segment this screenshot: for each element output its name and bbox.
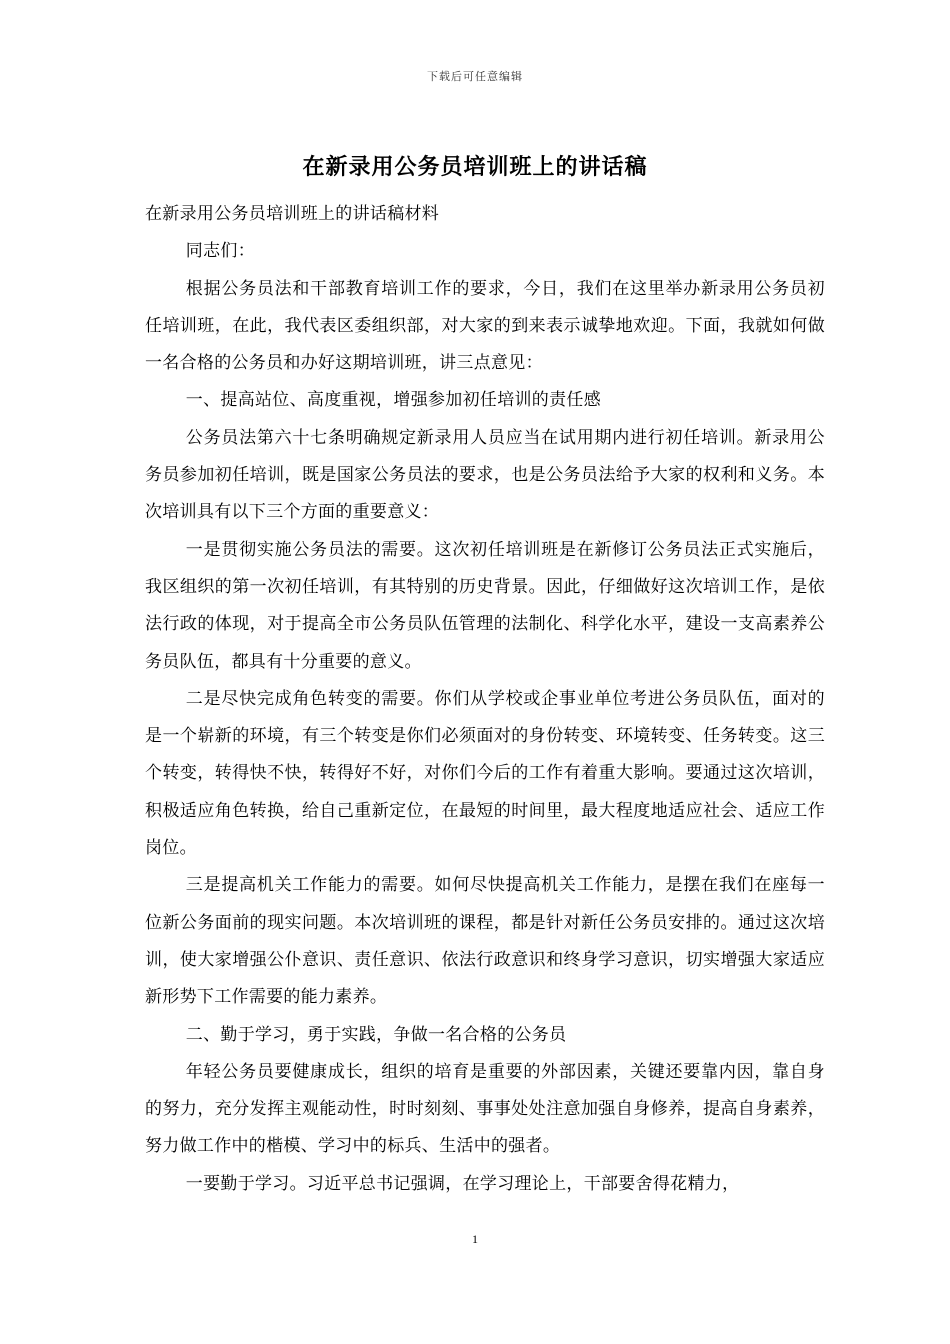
paragraph-growth: 年轻公务员要健康成长，组织的培育是重要的外部因素，关键还要靠内因，靠自身的努力，充分发挥主观能动性，时时刻刻、事事处处注意加强自身修养，提高自身素养，努力做工作中的楷模、学习中的标兵、生活中的强者。 [145,1061,825,1157]
paragraph-intro: 根据公务员法和干部教育培训工作的要求，今日，我们在这里举办新录用公务员初任培训班，在此，我代表区委组织部，对大家的到来表示诚挚地欢迎。下面，我就如何做一名合格的公务员和办好这期培训班，讲三点意见： [145,278,825,374]
paragraph-point-two: 二是尽快完成角色转变的需要。你们从学校或企事业单位考进公务员队伍，面对的是一个崭新的环境，有三个转变是你们必须面对的身份转变、环境转变、任务转变。这三个转变，转得快不快，转得好不好，对你们今后的工作有着重大影响。要通过这次培训，积极适应角色转换，给自己重新定位，在最短的时间里，最大程度地适应社会、适应工作岗位。 [145,688,825,859]
paragraph-point-three: 三是提高机关工作能力的需要。如何尽快提高机关工作能力，是摆在我们在座每一位新公务面前的现实问题。本次培训班的课程，都是针对新任公务员安排的。通过这次培训，使大家增强公仆意识、责任意识、依法行政意识和终身学习意识，切实增强大家适应新形势下工作需要的能力素养。 [145,875,825,1008]
header-note: 下载后可任意编辑 [427,70,523,83]
section-heading-2: 二、勤于学习，勇于实践，争做一名合格的公务员 [185,1024,567,1045]
paragraph-law-requirement: 公务员法第六十七条明确规定新录用人员应当在试用期内进行初任培训。新录用公务员参加初任培训，既是国家公务员法的要求，也是公务员法给予大家的权利和义务。本次培训具有以下三个方面的重要意义： [145,427,825,523]
document-title: 在新录用公务员培训班上的讲话稿 [302,154,648,180]
document-body [145,196,825,1203]
section-heading-1: 一、提高站位、高度重视，增强参加初任培训的责任感 [185,390,601,411]
paragraph-point-one: 一是贯彻实施公务员法的需要。这次初任培训班是在新修订公务员法正式实施后，我区组织的第一次初任培训，有其特别的历史背景。因此，仔细做好这次培训工作，是依法行政的体现，对于提高全市公务员队伍管理的法制化、科学化水平，建设一支高素养公务员队伍，都具有十分重要的意义。 [145,539,825,672]
paragraph-study: 一要勤于学习。习近平总书记强调，在学习理论上，干部要舍得花精力， [185,1173,740,1194]
paragraph-greeting: 同志们： [185,241,255,262]
paragraph-subtitle: 在新录用公务员培训班上的讲话稿材料 [145,204,440,224]
page-number: 1 [472,1232,478,1246]
